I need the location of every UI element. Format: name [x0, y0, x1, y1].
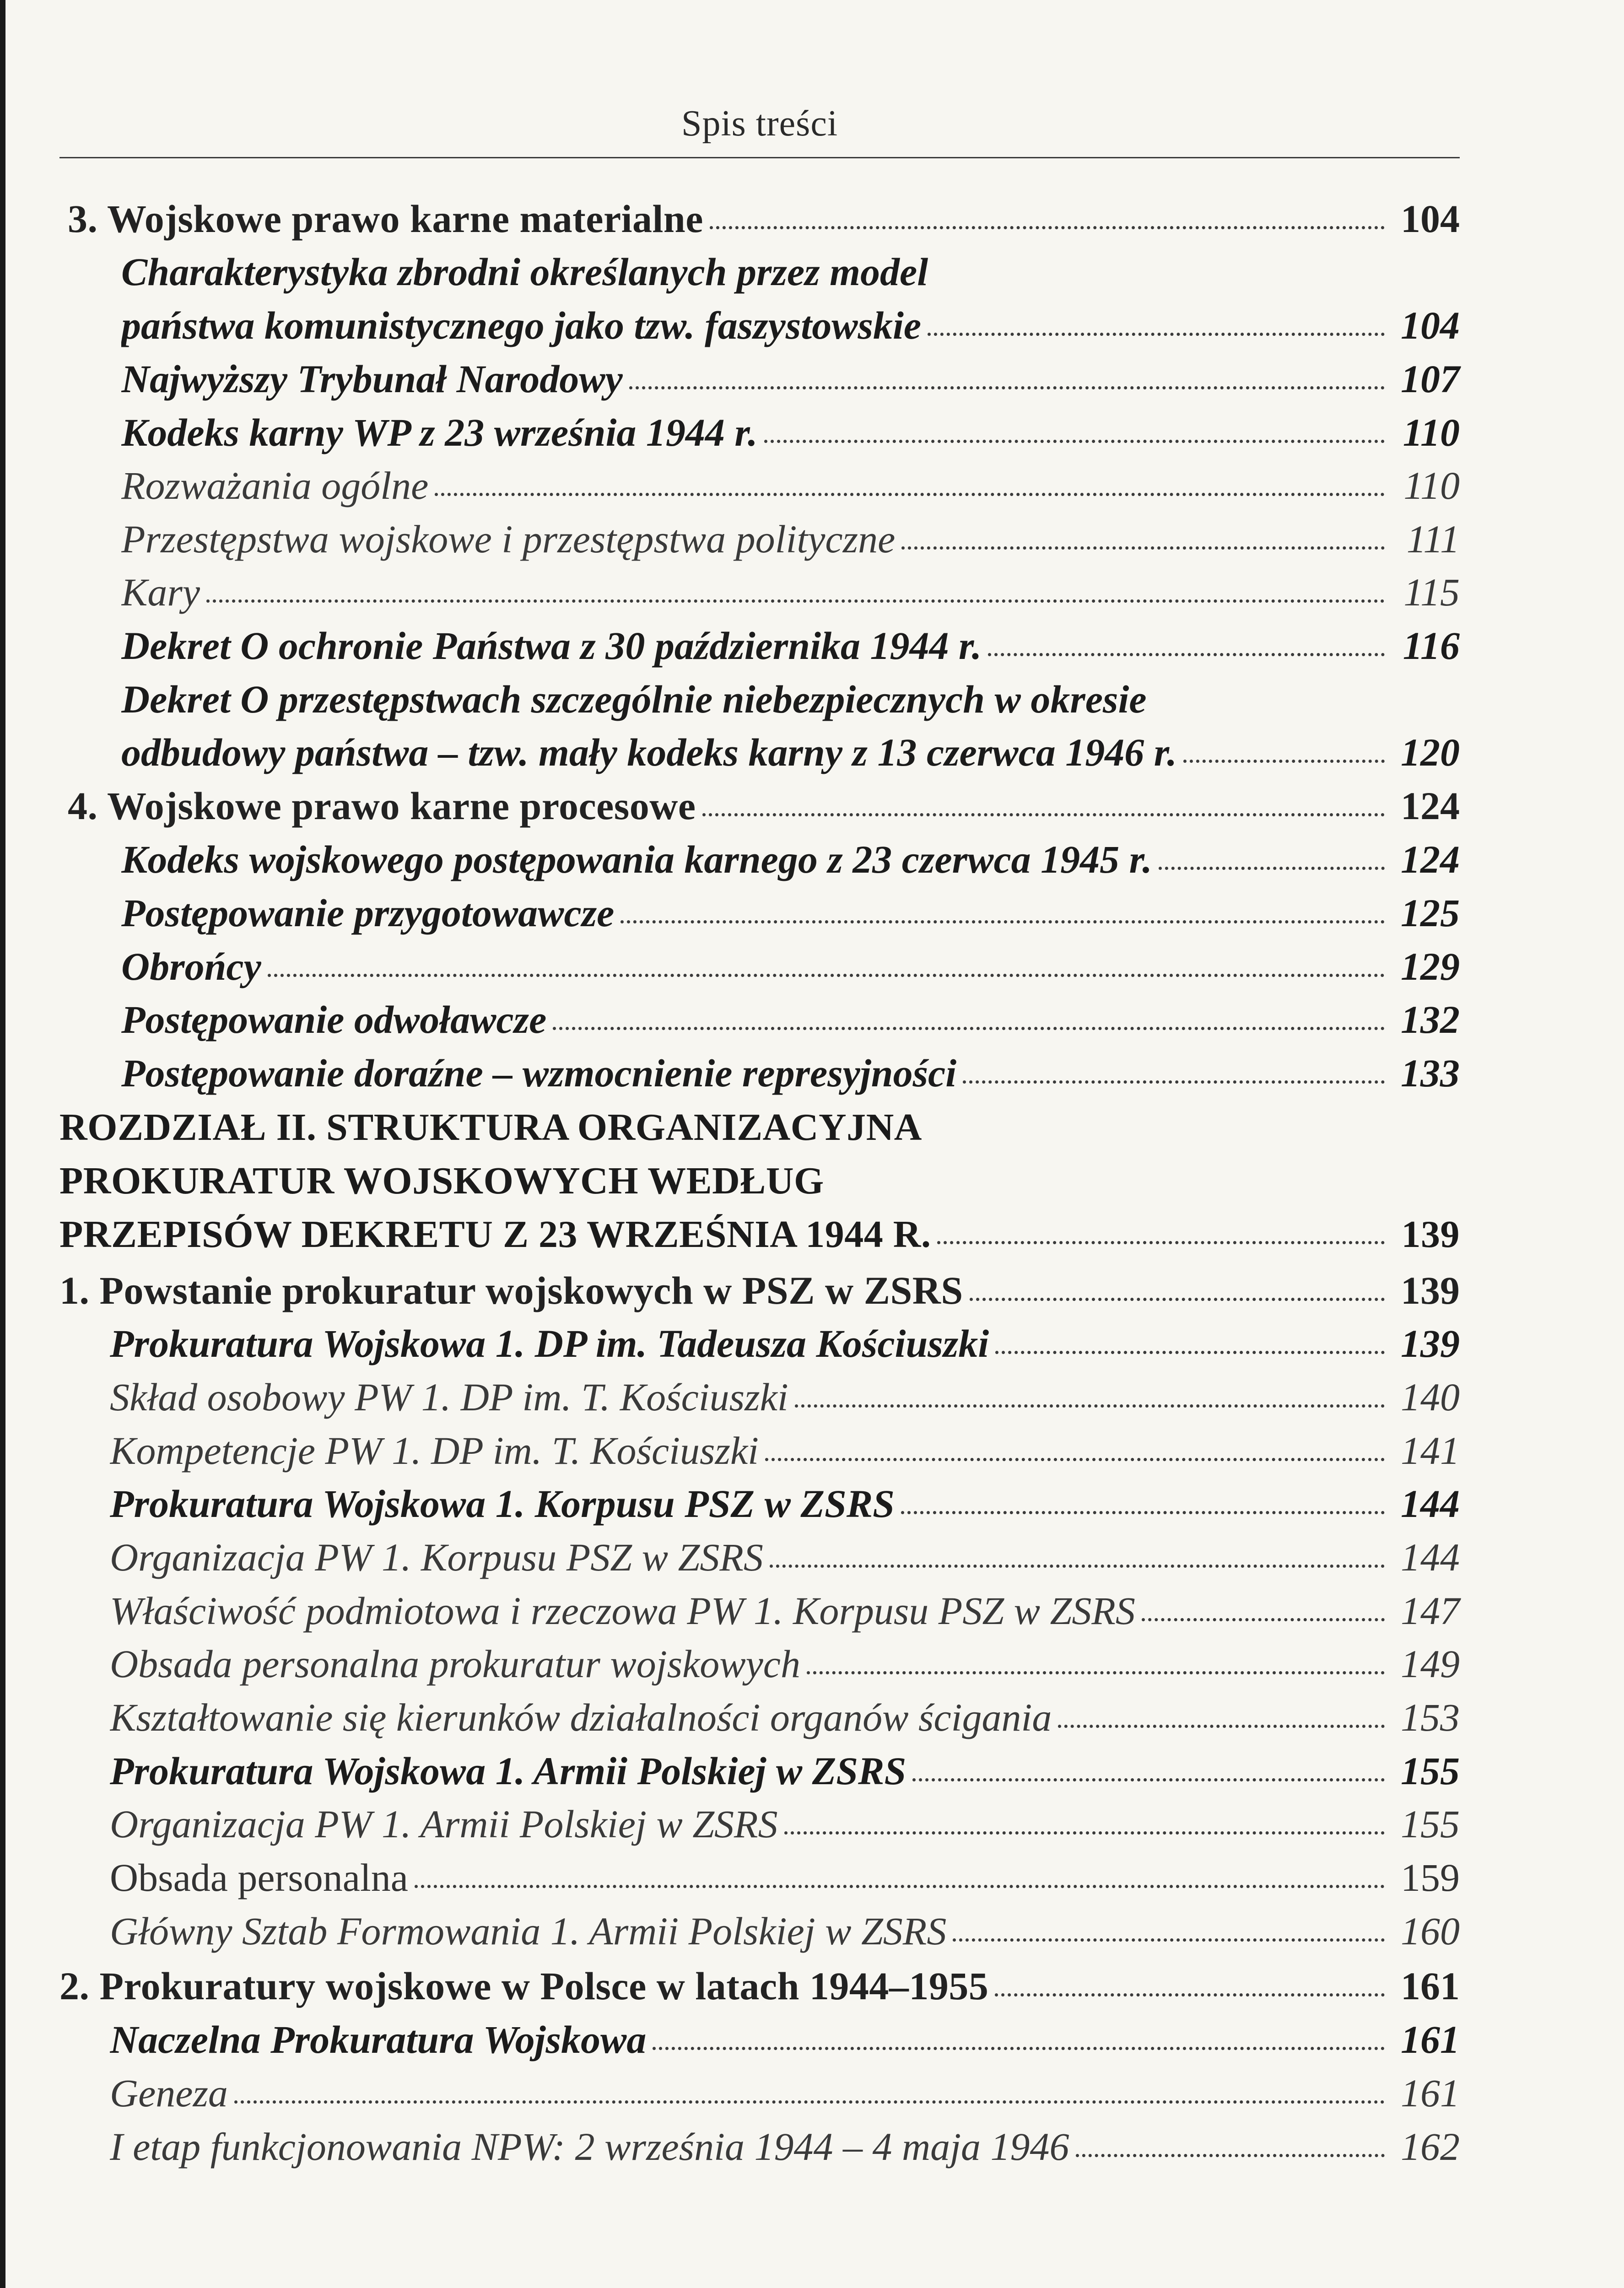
toc-entry [59, 569, 1460, 622]
toc-entry-title: I etap funkcjonowania NPW: 2 września 1944 – 4 maja 1946 [110, 2125, 1069, 2169]
dot-leader [912, 1778, 1385, 1781]
toc-entry-page: 115 [1403, 570, 1460, 614]
dot-leader [1058, 1725, 1385, 1728]
toc-entry [59, 1641, 1460, 1694]
toc-entry-page: 161 [1401, 1964, 1460, 2008]
toc-entry-page: 147 [1401, 1589, 1460, 1633]
toc-entry-page: 120 [1401, 730, 1460, 774]
dot-leader [710, 226, 1385, 229]
dot-leader [1142, 1618, 1385, 1621]
toc-entry [59, 1321, 1460, 1373]
dot-leader [702, 813, 1385, 816]
toc-entry [59, 410, 1460, 462]
toc-entry [59, 2124, 1460, 2176]
toc-entry-title: Postępowanie przygotowawcze [121, 891, 615, 935]
dot-leader [415, 1885, 1385, 1888]
dot-leader [807, 1671, 1385, 1674]
dot-leader [901, 546, 1385, 550]
toc-entry [59, 1963, 1460, 2016]
toc-entry [59, 1748, 1460, 1801]
toc-entry [59, 836, 1460, 889]
toc-entry [59, 1159, 1460, 1211]
toc-entry-title: Dekret O przestępstwach szczególnie niebezpiecznych w okresie [121, 677, 1147, 721]
toc-entry-page: 107 [1401, 357, 1460, 401]
toc-entry-page: 153 [1401, 1695, 1460, 1739]
toc-entry-title: Naczelna Prokuratura Wojskowa [110, 2018, 647, 2061]
toc-entry-page: 110 [1403, 464, 1460, 507]
dot-leader [268, 974, 1385, 977]
dot-leader [995, 1993, 1385, 1997]
toc-entry-title: Kodeks wojskowego postępowania karnego z 23 czerwca 1945 r. [121, 837, 1152, 881]
toc-entry-title: Właściwość podmiotowa i rzeczowa PW 1. Korpusu PSZ w ZSRS [110, 1589, 1135, 1633]
dot-leader [963, 1080, 1385, 1084]
toc-entry-page: 125 [1401, 891, 1460, 935]
toc-entry-title: Najwyższy Trybunał Narodowy [121, 357, 623, 401]
toc-entry [59, 302, 1460, 355]
toc-entry-title: Kompetencje PW 1. DP im. T. Kościuszki [110, 1429, 759, 1473]
toc-entry-title: 2. Prokuratury wojskowe w Polsce w latach 1944–1955 [59, 1964, 989, 2008]
toc-entry [59, 1428, 1460, 1480]
toc-entry-title: 1. Powstanie prokuratur wojskowych w PSZ w ZSRS [59, 1268, 963, 1312]
dot-leader [206, 599, 1385, 603]
toc-entry [59, 623, 1460, 675]
toc-entry [59, 729, 1460, 782]
toc-entry-title: Postępowanie odwoławcze [121, 998, 547, 1041]
toc-entry-title: Organizacja PW 1. Armii Polskiej w ZSRS [110, 1802, 778, 1846]
toc-entry-title: Dekret O ochronie Państwa z 30 października 1944 r. [121, 624, 982, 668]
toc-entry [59, 516, 1460, 569]
toc-entry-page: 155 [1401, 1802, 1460, 1846]
toc-entry-page: 104 [1401, 197, 1460, 241]
toc-entry [59, 1212, 1460, 1265]
toc-entry [59, 1801, 1460, 1854]
header-rule [59, 157, 1460, 158]
toc-entry [59, 356, 1460, 409]
toc-entry [59, 463, 1460, 515]
dot-leader [901, 1511, 1385, 1514]
toc-entry-page: 149 [1401, 1642, 1460, 1686]
toc-entry [59, 196, 1460, 248]
dot-leader [1159, 867, 1385, 870]
toc-entry [59, 890, 1460, 943]
toc-entry-page: 140 [1401, 1375, 1460, 1419]
toc-entry [59, 1268, 1460, 1320]
toc-entry-title: 4. Wojskowe prawo karne procesowe [68, 784, 696, 828]
dot-leader [995, 1351, 1385, 1354]
toc-entry-page: 104 [1401, 303, 1460, 347]
toc-entry-title: Prokuratura Wojskowa 1. DP im. Tadeusza Kościuszki [110, 1322, 989, 1365]
toc-entry-title: Organizacja PW 1. Korpusu PSZ w ZSRS [110, 1535, 763, 1579]
toc-entry [59, 1374, 1460, 1427]
dot-leader [988, 653, 1385, 656]
toc-entry-title: Obsada personalna [110, 1856, 408, 1899]
toc-entry-title: Kodeks karny WP z 23 września 1944 r. [121, 410, 758, 454]
dot-leader [629, 386, 1385, 389]
toc-entry-title: ROZDZIAŁ II. STRUKTURA ORGANIZACYJNA [59, 1106, 922, 1149]
toc-entry-page: 139 [1401, 1213, 1460, 1256]
toc-entry [59, 1534, 1460, 1587]
toc-entry-title: 3. Wojskowe prawo karne materialne [68, 197, 703, 241]
toc-entry-page: 161 [1401, 2071, 1460, 2115]
toc-entry-title: państwa komunistycznego jako tzw. faszystowskie [121, 303, 922, 347]
toc-entry-title: Główny Sztab Formowania 1. Armii Polskiej w ZSRS [110, 1909, 947, 1953]
running-head: Spis treści [681, 103, 838, 144]
toc-entry [59, 1855, 1460, 1907]
toc-entry-page: 141 [1401, 1429, 1460, 1473]
dot-leader [970, 1298, 1385, 1301]
dot-leader [795, 1404, 1385, 1408]
toc-entry-title: Postępowanie doraźne – wzmocnienie represyjności [121, 1051, 957, 1095]
toc-entry-title: odbudowy państwa – tzw. mały kodeks karny z 13 czerwca 1946 r. [121, 730, 1177, 774]
toc-entry [59, 783, 1460, 836]
toc-entry-page: 133 [1401, 1051, 1460, 1095]
toc-entry-title: Prokuratura Wojskowa 1. Armii Polskiej w ZSRS [110, 1749, 906, 1793]
toc-entry [59, 944, 1460, 996]
dot-leader [928, 333, 1385, 336]
toc-entry-page: 160 [1401, 1909, 1460, 1953]
dot-leader [770, 1565, 1385, 1568]
toc-entry [59, 997, 1460, 1049]
toc-entry-title: Skład osobowy PW 1. DP im. T. Kościuszki [110, 1375, 788, 1419]
toc-entry-title: Rozważania ogólne [121, 464, 429, 507]
toc-entry-title: Geneza [110, 2071, 228, 2115]
toc-entry-page: 161 [1401, 2018, 1460, 2061]
toc-entry [59, 1588, 1460, 1640]
dot-leader [765, 1458, 1385, 1461]
toc-entry-page: 162 [1401, 2125, 1460, 2169]
toc-entry-page: 132 [1401, 998, 1460, 1041]
toc-entry-page: 159 [1401, 1856, 1460, 1899]
toc-entry-title: Charakterystyka zbrodni określanych przez model [121, 250, 928, 294]
toc-entry-page: 129 [1401, 944, 1460, 988]
dot-leader [1183, 760, 1385, 763]
toc-entry-title: Prokuratura Wojskowa 1. Korpusu PSZ w ZSRS [110, 1482, 895, 1526]
dot-leader [234, 2100, 1385, 2104]
dot-leader [784, 1831, 1385, 1835]
toc-entry-page: 110 [1403, 410, 1460, 454]
dot-leader [1076, 2154, 1385, 2157]
toc-entry-page: 144 [1401, 1482, 1460, 1526]
dot-leader [435, 493, 1385, 496]
toc-entry-title: Kary [121, 570, 200, 614]
toc-entry-title: Obsada personalna prokuratur wojskowych [110, 1642, 800, 1686]
toc-entry-page: 116 [1403, 624, 1460, 668]
dot-leader [620, 920, 1385, 923]
toc-entry-title: PROKURATUR WOJSKOWYCH WEDŁUG [59, 1160, 824, 1202]
toc-entry [59, 1481, 1460, 1533]
toc-entry [59, 2070, 1460, 2123]
toc-entry [59, 249, 1460, 302]
dot-leader [764, 440, 1385, 443]
toc-entry-page: 124 [1401, 837, 1460, 881]
toc-entry-page: 124 [1401, 784, 1460, 828]
toc-entry-page: 139 [1401, 1268, 1460, 1312]
toc-entry-page: 111 [1406, 517, 1460, 561]
toc-entry [59, 1908, 1460, 1961]
toc-entry [59, 676, 1460, 729]
scan-edge [0, 0, 5, 2288]
toc-entry-title: Kształtowanie się kierunków działalności organów ścigania [110, 1695, 1052, 1739]
toc-entry [59, 1694, 1460, 1747]
dot-leader [653, 2047, 1385, 2050]
toc-entry [59, 2017, 1460, 2069]
toc-entry-page: 144 [1401, 1535, 1460, 1579]
toc-entry-title: Przestępstwa wojskowe i przestępstwa polityczne [121, 517, 896, 561]
book-page [59, 0, 1460, 2288]
toc-entry [59, 1050, 1460, 1103]
dot-leader [553, 1027, 1385, 1030]
dot-leader [937, 1241, 1385, 1244]
toc-entry-title: PRZEPISÓW DEKRETU Z 23 WRZEŚNIA 1944 R. [59, 1213, 931, 1256]
toc-entry-page: 139 [1401, 1322, 1460, 1365]
toc-entry-page: 155 [1401, 1749, 1460, 1793]
toc-entry [59, 1105, 1460, 1158]
toc-entry-title: Obrońcy [121, 944, 261, 988]
dot-leader [953, 1938, 1385, 1942]
